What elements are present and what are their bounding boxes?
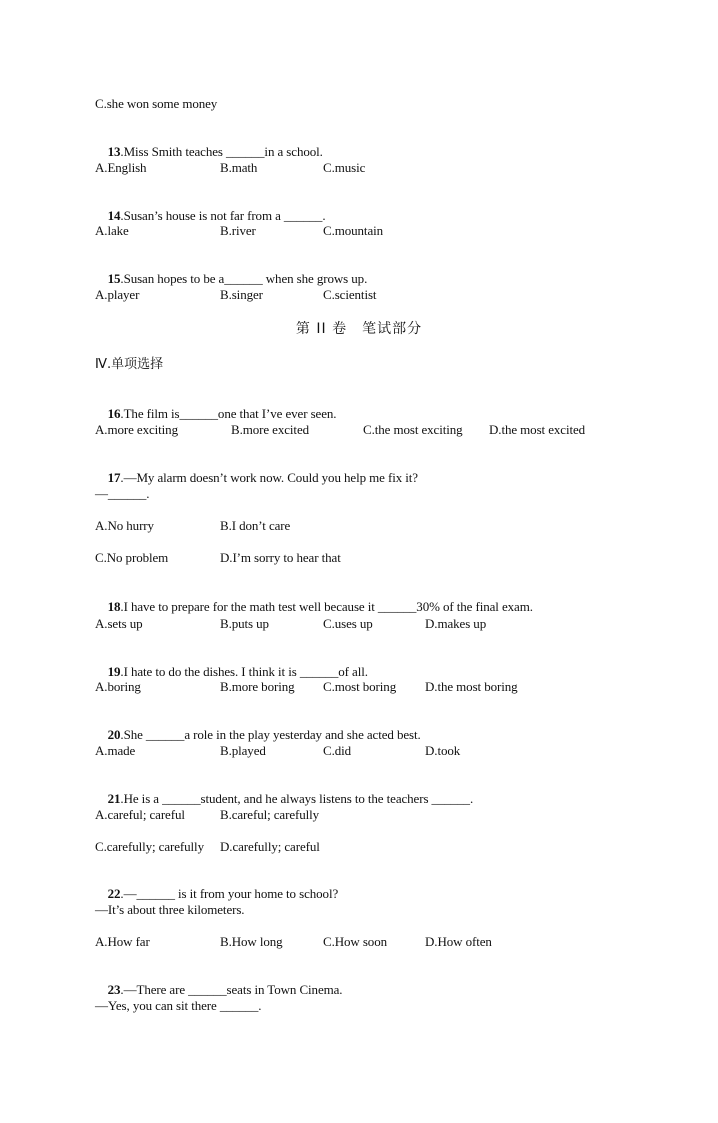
part-heading: 第 II 卷 笔试部分 [295, 321, 423, 337]
question-stem: .—There are ______seats in Town Cinema. [120, 982, 343, 997]
question-stem: .She ______a role in the play yesterday and she acted best. [120, 727, 421, 742]
q15-option-b: B.singer [220, 287, 263, 302]
q20-option-d: D.took [425, 743, 461, 758]
q17-option-b: B.I don’t care [220, 518, 291, 533]
q21-option-a: A.careful; careful [95, 807, 185, 822]
question-number: 21 [107, 791, 121, 806]
q18-option-b: B.puts up [220, 616, 269, 631]
q21-option-d: D.carefully; careful [220, 839, 320, 854]
q22-option-c: C.How soon [323, 934, 388, 949]
question-stem: .I hate to do the dishes. I think it is ______of all. [120, 664, 368, 679]
question-number: 13 [107, 144, 121, 159]
question-number: 22 [107, 886, 121, 901]
q13-option-a: A.English [95, 160, 147, 175]
q18-option-a: A.sets up [95, 616, 143, 631]
q13-option-c: C.music [323, 160, 366, 175]
q21-option-c: C.carefully; carefully [95, 839, 204, 854]
q12-option-c: C.she won some money [95, 96, 218, 111]
q17-option-d: D.I’m sorry to hear that [220, 550, 341, 565]
q19-option-d: D.the most boring [425, 679, 518, 694]
q14-option-c: C.mountain [323, 223, 384, 238]
question-stem: .Susan’s house is not far from a ______. [120, 208, 326, 223]
q20-option-a: A.made [95, 743, 136, 758]
question-number: 18 [107, 599, 121, 614]
question-14 [95, 192, 325, 240]
q19-option-b: B.more boring [220, 679, 295, 694]
question-number: 15 [107, 271, 121, 286]
question-stem: .He is a ______student, and he always listens to the teachers ______. [120, 791, 474, 806]
q19-option-a: A.boring [95, 679, 141, 694]
q18-option-d: D.makes up [425, 616, 487, 631]
question-number: 23 [107, 982, 121, 997]
question-number: 20 [107, 727, 121, 742]
q16-option-a: A.more exciting [95, 422, 178, 437]
q17-option-a: A.No hurry [95, 518, 154, 533]
question-stem: .Susan hopes to be a______ when she grows up. [120, 271, 368, 286]
q22-option-a: A.How far [95, 934, 150, 949]
question-stem: .The film is______one that I’ve ever seen. [120, 406, 337, 421]
q18-option-c: C.uses up [323, 616, 373, 631]
q17-reply: —______. [95, 486, 150, 501]
q21-option-b: B.careful; carefully [220, 807, 320, 822]
q16-option-c: C.the most exciting [363, 422, 463, 437]
q15-option-a: A.player [95, 287, 140, 302]
q14-option-b: B.river [220, 223, 256, 238]
q14-option-a: A.lake [95, 223, 129, 238]
q15-option-c: C.scientist [323, 287, 377, 302]
q17-option-c: C.No problem [95, 550, 169, 565]
q22-reply: —It’s about three kilometers. [95, 902, 245, 917]
question-stem: .Miss Smith teaches ______in a school. [120, 144, 323, 159]
q19-option-c: C.most boring [323, 679, 397, 694]
question-stem: .I have to prepare for the math test well because it ______30% of the final exam. [120, 599, 533, 614]
q20-option-b: B.played [220, 743, 266, 758]
question-number: 16 [107, 406, 121, 421]
q13-option-b: B.math [220, 160, 258, 175]
question-number: 14 [107, 208, 121, 223]
question-stem: .—My alarm doesn’t work now. Could you help me fix it? [120, 470, 418, 485]
question-stem: .—______ is it from your home to school? [120, 886, 339, 901]
q16-option-d: D.the most excited [489, 422, 586, 437]
q22-option-b: B.How long [220, 934, 283, 949]
q20-option-c: C.did [323, 743, 352, 758]
q22-option-d: D.How often [425, 934, 492, 949]
q16-option-b: B.more excited [231, 422, 310, 437]
q23-reply: —Yes, you can sit there ______. [95, 998, 262, 1013]
question-number: 17 [107, 470, 121, 485]
section-title: Ⅳ.单项选择 [95, 357, 164, 372]
question-number: 19 [107, 664, 121, 679]
